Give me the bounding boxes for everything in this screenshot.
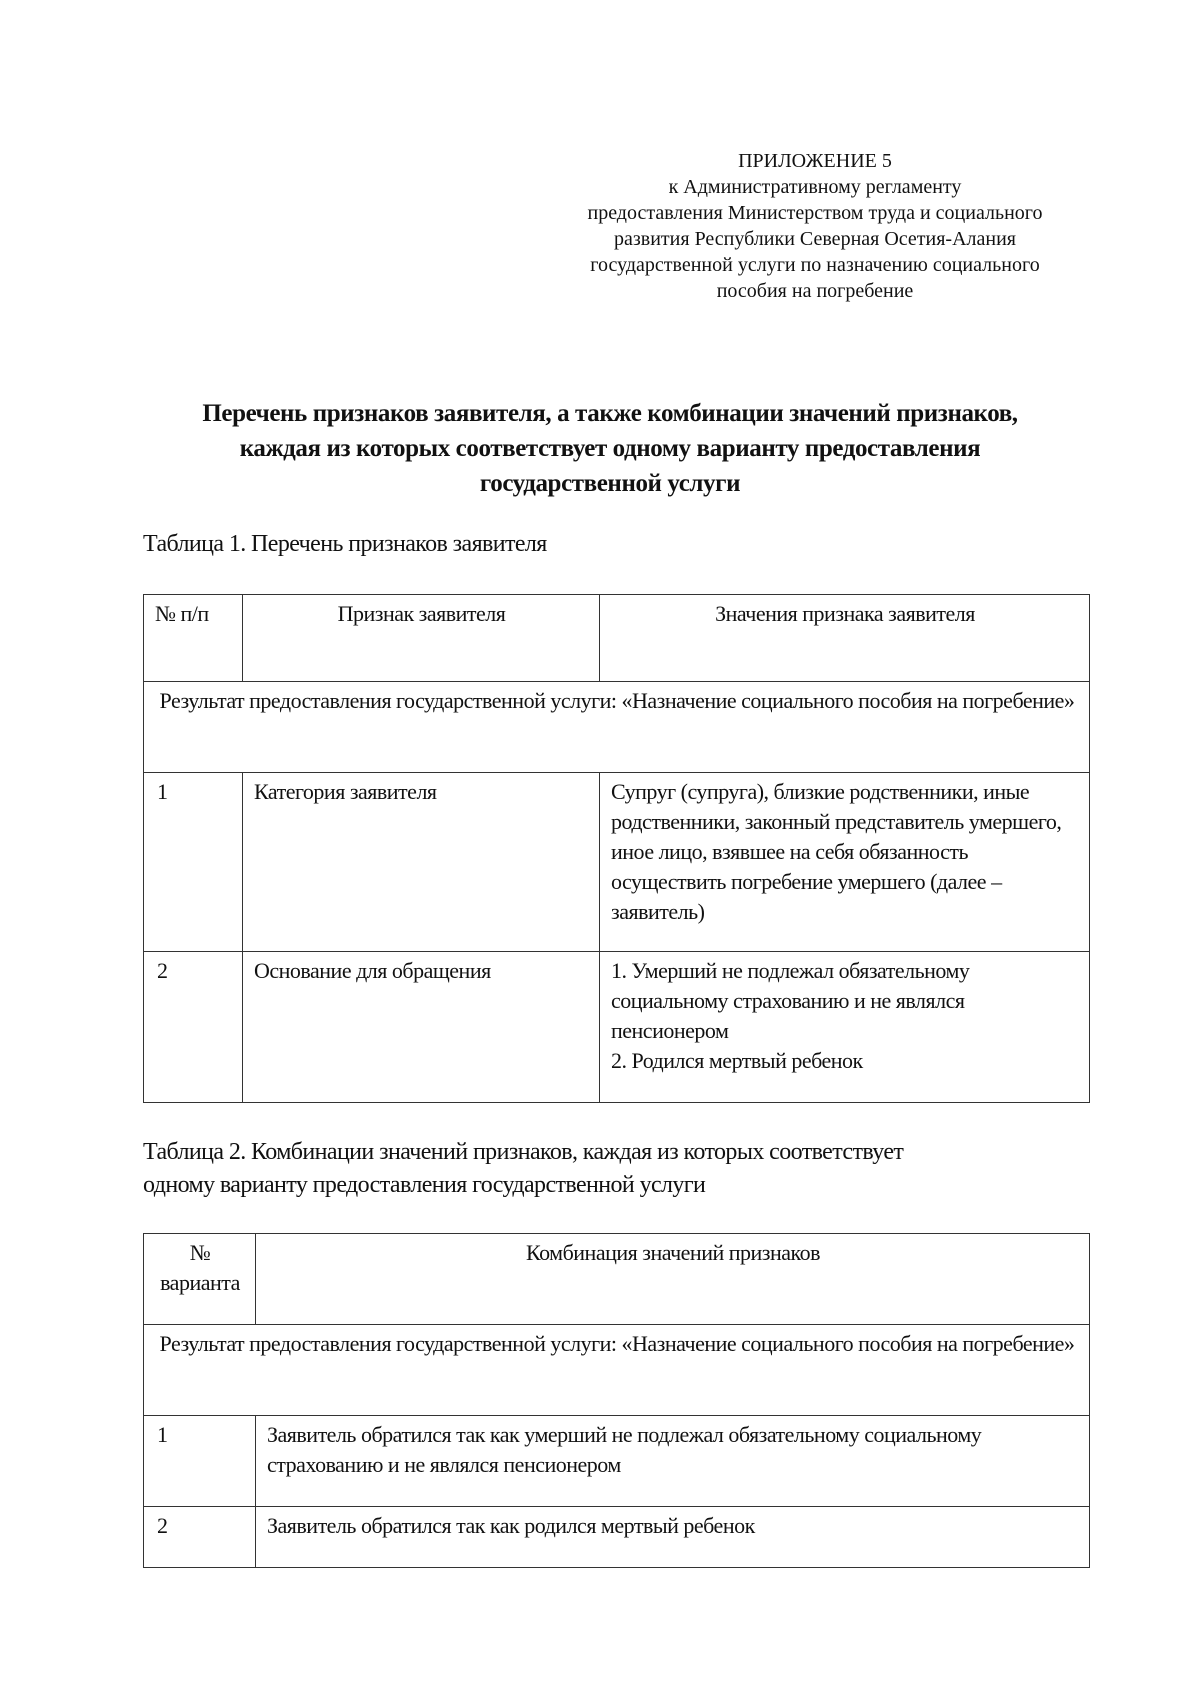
value-cell: Супруг (супруга), близкие родственники, иные родственники, законный представитель умершего, иное лицо, взявшее на себя обязанность осуществить погребение умершего (далее – заявитель) [600,773,1090,952]
table2 [143,1233,1090,1568]
table2-caption [143,1136,903,1202]
header-cell-attribute: Признак заявителя [243,595,600,682]
value-cell [600,952,1090,1103]
table1-caption [143,528,547,561]
combination-cell: Заявитель обратился так как родился мертвый ребенок [256,1507,1090,1568]
row-number-cell: 1 [144,773,243,952]
result-cell: Результат предоставления государственной услуги: «Назначение социального пособия на погребение» [144,1325,1090,1416]
attribute-cell: Категория заявителя [243,773,600,952]
appendix-line: государственной услуги по назначению социального [590,254,1040,276]
table1 [143,594,1090,1103]
appendix-header [555,148,1075,304]
row-number-cell: 2 [144,952,243,1103]
result-cell: Результат предоставления государственной услуги: «Назначение социального пособия на погребение» [144,682,1090,773]
result-row [144,1325,1090,1416]
appendix-line: предоставления Министерством труда и социального [587,202,1043,224]
table-header-row [144,595,1090,682]
value-line: 2. Родился мертвый ребенок [611,1048,863,1073]
table2-caption-line: одному варианту предоставления государственной услуги [143,1172,706,1198]
table1-caption-text: Таблица 1. Перечень признаков заявителя [143,531,547,557]
appendix-line: к Административному регламенту [668,176,962,198]
document-title [130,396,1090,501]
header-cell-number: № п/п [144,595,243,682]
appendix-line: ПРИЛОЖЕНИЕ 5 [738,150,892,172]
combination-cell: Заявитель обратился так как умерший не подлежал обязательному социальному страхованию и не являлся пенсионером [256,1416,1090,1507]
header-cell-variant-number: № варианта [144,1234,256,1325]
title-line: каждая из которых соответствует одному варианту предоставления [239,435,981,462]
title-line: Перечень признаков заявителя, а также комбинации значений признаков, [202,400,1018,427]
table-row [144,773,1090,952]
appendix-line: пособия на погребение [716,280,914,302]
table2-caption-line: Таблица 2. Комбинации значений признаков, каждая из которых соответствует [143,1139,904,1165]
table-row [144,1507,1090,1568]
attribute-cell: Основание для обращения [243,952,600,1103]
table-header-row [144,1234,1090,1325]
variant-number-cell: 2 [144,1507,256,1568]
value-line: 1. Умерший не подлежал обязательному социальному страхованию и не являлся пенсионером [611,958,970,1043]
variant-number-cell: 1 [144,1416,256,1507]
result-row [144,682,1090,773]
table-row [144,1416,1090,1507]
appendix-line: развития Республики Северная Осетия-Алания [614,228,1016,250]
table-row [144,952,1090,1103]
header-cell-values: Значения признака заявителя [600,595,1090,682]
title-line: государственной услуги [479,470,741,497]
header-cell-combination: Комбинация значений признаков [256,1234,1090,1325]
